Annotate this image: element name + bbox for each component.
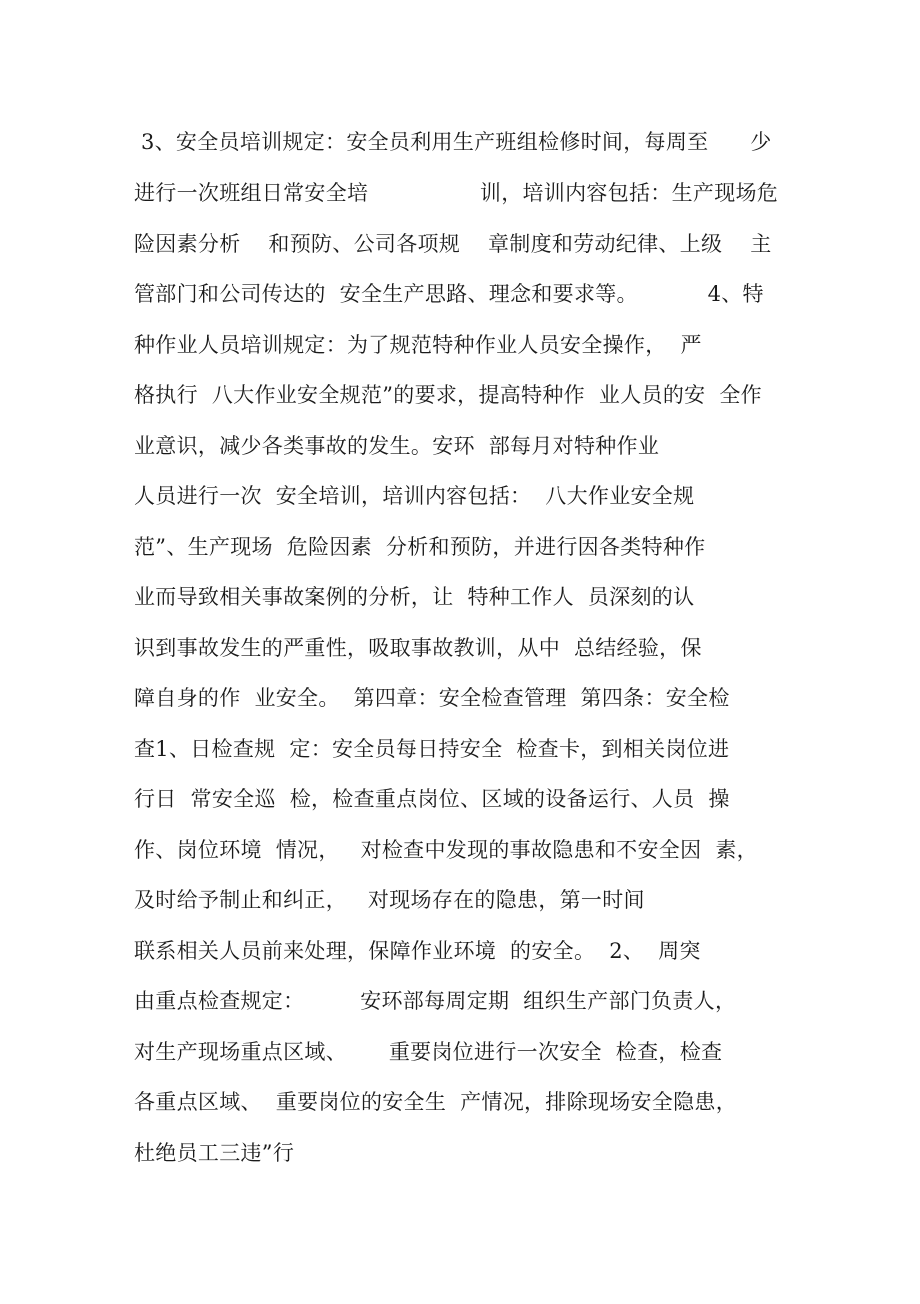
text-line-17: 联系相关人员前来处理，保障作业环境 的安全。 2、 周突 <box>134 939 701 963</box>
text-line-20: 各重点区域、 重要岗位的安全生 产情况，排除现场安全隐患， <box>134 1090 737 1114</box>
text-line-1: 3、安全员培训规定：安全员利用生产班组检修时间，每周至 少 <box>134 130 772 154</box>
text-line-21: 杜绝员工三违”行 <box>134 1141 295 1165</box>
text-line-11: 识到事故发生的严重性，吸取事故教训，从中 总结经验，保 <box>134 636 702 660</box>
text-line-14: 行日 常安全巡 检，检查重点岗位、区域的设备运行、人员 操 <box>134 787 730 811</box>
text-line-19: 对生产现场重点区域、 重要岗位进行一次安全 检查，检查 <box>134 1040 723 1064</box>
text-line-12: 障自身的作 业安全。 第四章：安全检查管理 第四条：安全检 <box>134 686 730 710</box>
text-line-2: 进行一次班组日常安全培 训，培训内容包括：生产现场危 <box>134 181 779 205</box>
text-line-5: 种作业人员培训规定：为了规范特种作业人员安全操作， 严 <box>134 333 702 357</box>
text-line-4: 管部门和公司传达的 安全生产思路、理念和要求等。 4、特 <box>134 282 764 306</box>
text-line-15: 作、岗位环境 情况， 对检查中发现的事故隐患和不安全因 素， <box>134 838 758 862</box>
text-line-18: 由重点检查规定： 安环部每周定期 组织生产部门负责人， <box>134 989 737 1013</box>
text-line-9: 范”、生产现场 危险因素 分析和预防，并进行因各类特种作 <box>134 535 706 559</box>
text-line-3: 险因素分析 和预防、公司各项规 章制度和劳动纪律、上级 主 <box>134 232 772 256</box>
text-line-16: 及时给予制止和纠正， 对现场存在的隐患，第一时间 <box>134 888 645 912</box>
text-line-6: 格执行 八大作业安全规范”的要求，提高特种作 业人员的安 全作 <box>134 383 762 407</box>
text-line-8: 人员进行一次 安全培训，培训内容包括： 八大作业安全规 <box>134 484 695 508</box>
text-line-10: 业而导致相关事故案例的分析，让 特种工作人 员深刻的认 <box>134 585 695 609</box>
text-line-7: 业意识，减少各类事故的发生。安环 部每月对特种作业 <box>134 434 660 458</box>
text-line-13: 查1、日检查规 定：安全员每日持安全 检查卡，到相关岗位进 <box>134 737 730 761</box>
